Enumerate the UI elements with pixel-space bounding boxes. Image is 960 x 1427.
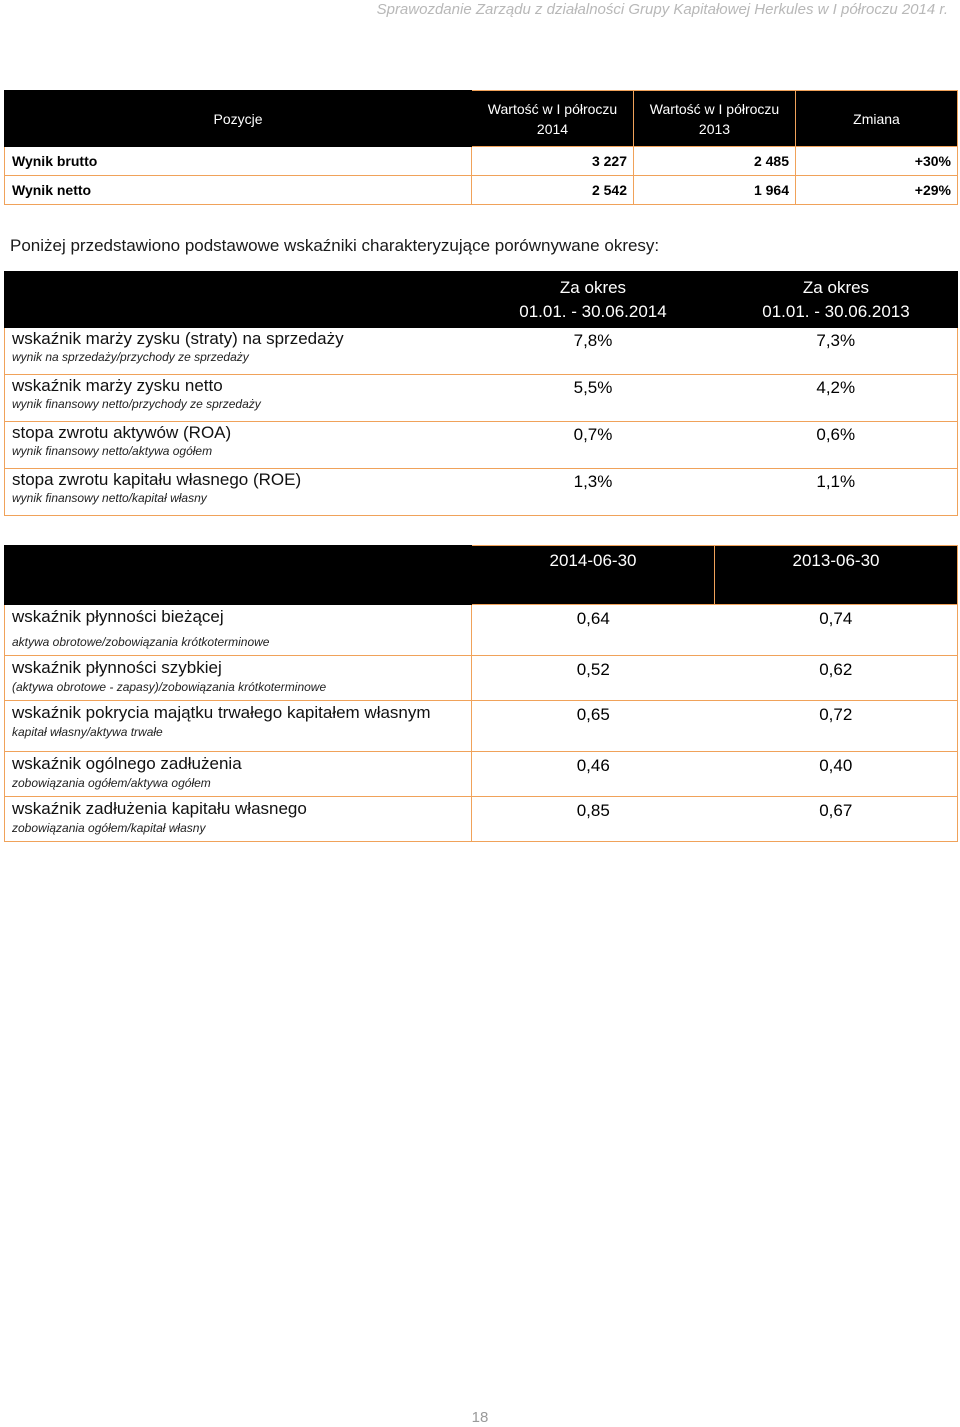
table-row: [5, 422, 958, 469]
indicator-formula: kapitał własny/aktywa trwałe: [12, 725, 163, 739]
indicator-cell: [5, 605, 472, 656]
header-year: 2013: [698, 120, 731, 137]
liquidity-header-row: [5, 546, 958, 605]
indicator-name: wskaźnik płynności bieżącej: [12, 607, 224, 626]
value-period-2014: 5,5%: [472, 375, 715, 422]
indicator-cell: [5, 422, 472, 469]
indicator-name: wskaźnik marży zysku netto: [12, 376, 223, 395]
column-header-period-2014: [472, 272, 715, 328]
table-row: [5, 375, 958, 422]
column-header-date-2013: 2013-06-30: [715, 546, 958, 605]
indicator-cell: [5, 656, 472, 701]
header-line: Wartość w I półroczu: [649, 100, 780, 117]
change-value: +29%: [796, 176, 958, 205]
column-header-value-2013: [634, 91, 796, 147]
value-period-2013: 0,6%: [715, 422, 958, 469]
column-header-positions: Pozycje: [5, 91, 472, 147]
results-header-row: [5, 91, 958, 147]
header-line: Wartość w I półroczu: [487, 100, 618, 117]
indicator-formula: (aktywa obrotowe - zapasy)/zobowiązania krótkoterminowe: [12, 680, 327, 694]
page-number: 18: [471, 1409, 489, 1426]
table-row: [5, 701, 958, 752]
table-row: [5, 656, 958, 701]
row-label: Wynik brutto: [5, 147, 472, 176]
table-row: [5, 797, 958, 842]
column-header-period-2013: [715, 272, 958, 328]
column-header-indicator: [5, 546, 472, 605]
indicator-cell: [5, 375, 472, 422]
value-2014: 3 227: [472, 147, 634, 176]
table-row: [5, 328, 958, 375]
period-range: 01.01. - 30.06.2014: [519, 301, 667, 321]
value-period-2013: 7,3%: [715, 328, 958, 375]
table-row: [5, 469, 958, 516]
value-date-2013: 0,62: [715, 656, 958, 701]
indicator-formula: zobowiązania ogółem/aktywa ogółem: [12, 776, 211, 790]
value-date-2013: 0,72: [715, 701, 958, 752]
indicator-name: wskaźnik zadłużenia kapitału własnego: [12, 799, 307, 818]
table-row: [5, 147, 958, 176]
value-date-2014: 0,46: [472, 752, 715, 797]
indicator-formula: wynik na sprzedaży/przychody ze sprzedaży: [12, 350, 249, 364]
value-date-2013: 0,67: [715, 797, 958, 842]
value-2014: 2 542: [472, 176, 634, 205]
value-date-2013: 0,74: [715, 605, 958, 656]
table-row: [5, 605, 958, 656]
row-label: Wynik netto: [5, 176, 472, 205]
column-header-date-2014: 2014-06-30: [472, 546, 715, 605]
value-2013: 2 485: [634, 147, 796, 176]
value-date-2014: 0,65: [472, 701, 715, 752]
liquidity-table: [4, 545, 958, 842]
indicator-cell: [5, 701, 472, 752]
value-period-2014: 0,7%: [472, 422, 715, 469]
profitability-header-row: [5, 272, 958, 328]
value-period-2014: 7,8%: [472, 328, 715, 375]
indicator-name: wskaźnik płynności szybkiej: [12, 658, 222, 677]
indicator-name: wskaźnik pokrycia majątku trwałego kapitałem własnym: [12, 703, 431, 722]
value-date-2014: 0,52: [472, 656, 715, 701]
indicator-cell: [5, 797, 472, 842]
value-period-2013: 4,2%: [715, 375, 958, 422]
value-date-2014: 0,64: [472, 605, 715, 656]
indicator-cell: [5, 752, 472, 797]
indicator-cell: [5, 469, 472, 516]
period-label: Za okres: [559, 277, 627, 297]
results-table: [4, 90, 958, 205]
indicator-formula: wynik finansowy netto/kapitał własny: [12, 491, 207, 505]
table-row: [5, 176, 958, 205]
indicator-formula: wynik finansowy netto/aktywa ogółem: [12, 444, 213, 458]
change-value: +30%: [796, 147, 958, 176]
value-period-2014: 1,3%: [472, 469, 715, 516]
period-label: Za okres: [802, 277, 870, 297]
value-period-2013: 1,1%: [715, 469, 958, 516]
period-range: 01.01. - 30.06.2013: [762, 301, 910, 321]
header-year: 2014: [536, 120, 569, 137]
column-header-change: Zmiana: [796, 91, 958, 147]
indicator-name: wskaźnik marży zysku (straty) na sprzedaży: [12, 329, 344, 348]
indicator-name: stopa zwrotu kapitału własnego (ROE): [12, 470, 302, 489]
profitability-table: [4, 271, 958, 516]
indicator-formula: zobowiązania ogółem/kapitał własny: [12, 821, 206, 835]
intro-text: Poniżej przedstawiono podstawowe wskaźniki charakteryzujące porównywane okresy:: [10, 236, 660, 255]
value-2013: 1 964: [634, 176, 796, 205]
table-row: [5, 752, 958, 797]
value-date-2013: 0,40: [715, 752, 958, 797]
indicator-formula: wynik finansowy netto/przychody ze sprzedaży: [12, 397, 261, 411]
indicator-name: stopa zwrotu aktywów (ROA): [12, 423, 232, 442]
running-header: Sprawozdanie Zarządu z działalności Grupy Kapitałowej Herkules w I półroczu 2014 r.: [376, 1, 948, 18]
indicator-cell: [5, 328, 472, 375]
column-header-indicator: [5, 272, 472, 328]
value-date-2014: 0,85: [472, 797, 715, 842]
indicator-formula: aktywa obrotowe/zobowiązania krótkoterminowe: [12, 635, 270, 649]
indicator-name: wskaźnik ogólnego zadłużenia: [12, 754, 242, 773]
column-header-value-2014: [472, 91, 634, 147]
